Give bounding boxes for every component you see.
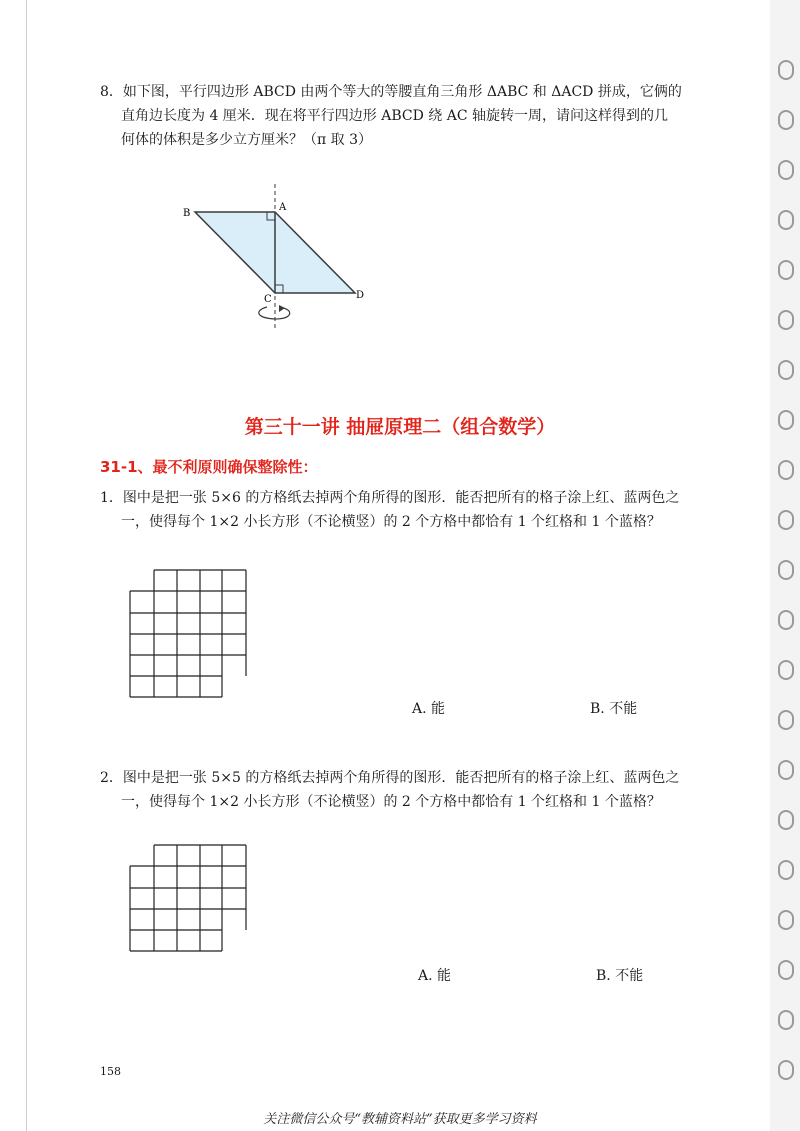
binding-ring [778,660,794,680]
binding-ring [778,860,794,880]
binding-ring [778,1010,794,1030]
vertex-label-d: D [356,290,365,301]
page-number: 158 [100,1065,121,1078]
rotation-arrowhead [279,305,285,312]
section-title: 31-1、最不利原则确保整除性： [100,458,318,476]
binding-ring [778,810,794,830]
question-1-line: 1．图中是把一张 5×6 的方格纸去掉两个角所得的图形．能否把所有的格子涂上红、蓝两色之 [100,490,680,506]
lesson-title: 第三十一讲 抽屉原理二（组合数学） [244,416,556,438]
question-2-line: 2．图中是把一张 5×5 的方格纸去掉两个角所得的图形．能否把所有的格子涂上红、蓝两色之 [100,770,680,786]
vertex-label-c: C [264,294,272,305]
question-2-line: 一，使得每个 1×2 小长方形（不论横竖）的 2 个方格中都恰有 1 个红格和 1 个蓝格？ [121,794,661,810]
question-8-text [100,80,682,152]
binding-ring [778,510,794,530]
binding-ring [778,960,794,980]
question-1-option-a[interactable]: A. 能 [412,701,446,717]
binding-ring [778,1060,794,1080]
binding-ring [778,610,794,630]
question-2-option-b[interactable]: B. 不能 [596,968,644,984]
binding-ring [778,260,794,280]
vertex-label-a: A [279,202,287,213]
question-1-line: 一，使得每个 1×2 小长方形（不论横竖）的 2 个方格中都恰有 1 个红格和 1 个蓝格？ [121,514,661,530]
spiral-binding [770,0,800,1131]
binding-ring [778,460,794,480]
question-1-text [100,486,679,534]
binding-ring [778,710,794,730]
binding-ring [778,60,794,80]
grid-lines [130,570,246,697]
grid-5x5-figure [130,845,250,955]
binding-ring [778,910,794,930]
footer-note: 关注微信公众号“教辅资料站”获取更多学习资料 [263,1112,537,1127]
binding-ring [778,310,794,330]
grid-5x6-figure [130,570,250,700]
rotation-arrow-icon [259,307,290,319]
question-2-option-a[interactable]: A. 能 [418,968,452,984]
binding-ring [778,210,794,230]
question-1-option-b[interactable]: B. 不能 [590,701,638,717]
question-8-line: 8．如下图，平行四边形 ABCD 由两个等大的等腰直角三角形 ΔABC 和 ΔACD 拼成，它俩的 [100,84,682,100]
question-8-line: 何体的体积是多少立方厘米？（π 取 3） [121,132,373,148]
binding-ring [778,160,794,180]
vertex-label-b: B [183,208,191,219]
grid-lines [130,845,246,951]
binding-ring [778,360,794,380]
binding-ring [778,560,794,580]
binding-ring [778,110,794,130]
question-8-line: 直角边长度为 4 厘米．现在将平行四边形 ABCD 绕 AC 轴旋转一周，请问这样得到的几 [121,108,669,124]
parallelogram-figure [175,182,375,342]
binding-ring [778,760,794,780]
page-edge [26,0,27,1131]
question-2-text [100,766,679,814]
